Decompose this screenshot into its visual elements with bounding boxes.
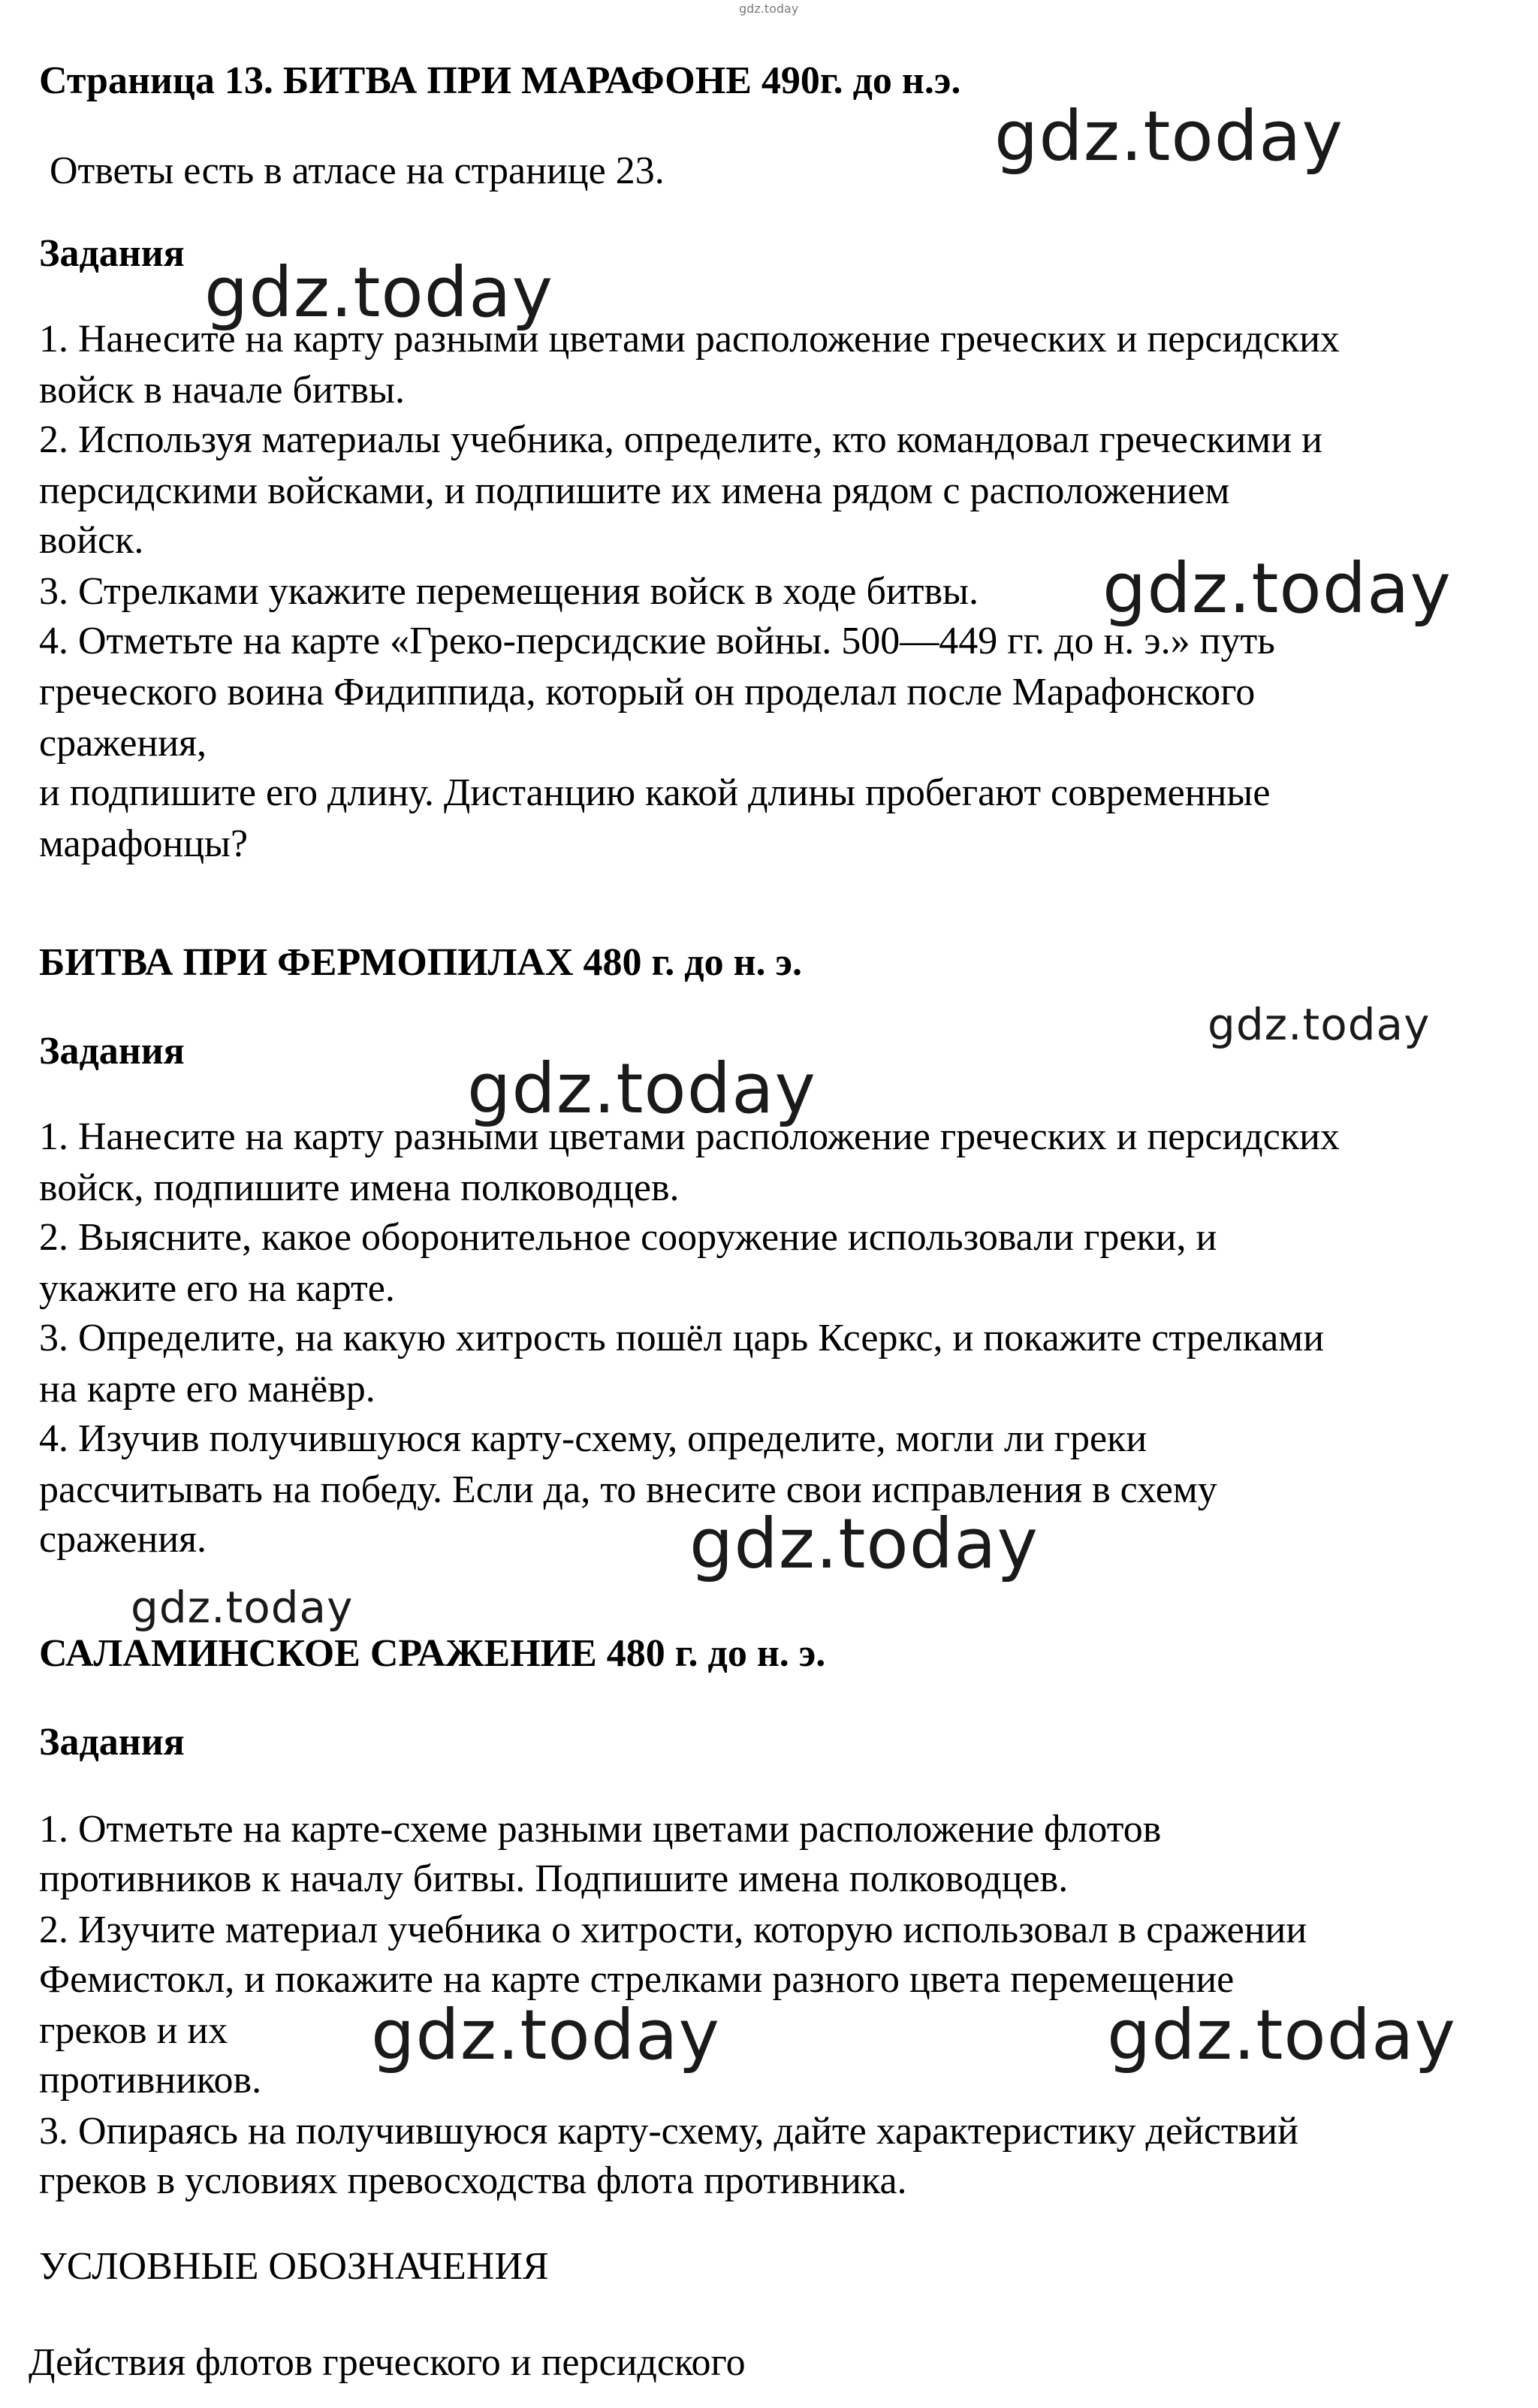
section1-line: персидскими войсками, и подпишите их имена рядом с расположением xyxy=(39,469,1230,512)
section1-line: марафонцы? xyxy=(39,822,249,865)
section2-tasks-heading: Задания xyxy=(39,1030,185,1073)
legend-heading: УСЛОВНЫЕ ОБОЗНАЧЕНИЯ xyxy=(39,2245,549,2288)
watermark: gdz.today xyxy=(467,1049,816,1129)
section1-line: 2. Используя материалы учебника, определите, кто командовал греческими и xyxy=(39,418,1322,461)
section2-line: рассчитывать на победу. Если да, то внесите свои исправления в схему xyxy=(39,1468,1217,1511)
section2-line: укажите его на карте. xyxy=(39,1267,395,1310)
section2-line: 2. Выясните, какое оборонительное сооружение использовали греки, и xyxy=(39,1216,1217,1259)
section1-line: 3. Стрелками укажите перемещения войск в ходе битвы. xyxy=(39,570,979,613)
watermark: gdz.today xyxy=(371,1995,720,2075)
section1-line: войск в начале битвы. xyxy=(39,369,405,412)
section3-tasks-heading: Задания xyxy=(39,1721,185,1764)
section2-line: 3. Определите, на какую хитрость пошёл царь Ксеркс, и покажите стрелками xyxy=(39,1317,1325,1359)
section3-line: 3. Опираясь на получившуюся карту-схему, дайте характеристику действий xyxy=(39,2110,1298,2153)
section1-tasks-heading: Задания xyxy=(39,232,185,275)
section3-line: 2. Изучите материал учебника о хитрости, которую использовал в сражении xyxy=(39,1909,1307,1951)
watermark: gdz.today xyxy=(204,252,553,333)
section3-title: САЛАМИНСКОЕ СРАЖЕНИЕ 480 г. до н. э. xyxy=(39,1632,826,1675)
section2-line: войск, подпишите имена полководцев. xyxy=(39,1166,680,1209)
legend-item: Действия флотов греческого и персидского xyxy=(29,2341,746,2384)
section2-line: на карте его манёвр. xyxy=(39,1368,375,1411)
watermark: gdz.today xyxy=(689,1504,1039,1584)
watermark: gdz.today xyxy=(131,1582,354,1633)
section1-line: войск. xyxy=(39,519,144,562)
section1-line: 1. Нанесите на карту разными цветами расположение греческих и персидских xyxy=(39,318,1340,361)
section1-line: греческого воина Фидиппида, который он проделал после Марафонского xyxy=(39,671,1256,714)
watermark: gdz.today xyxy=(1208,999,1431,1050)
section3-line: греков и их xyxy=(39,2009,228,2052)
section1-line: 4. Отметьте на карте «Греко-персидские войны. 500—449 гг. до н. э.» путь xyxy=(39,620,1275,662)
section2-line: 4. Изучив получившуюся карту-схему, определите, могли ли греки xyxy=(39,1417,1147,1460)
section1-title: Страница 13. БИТВА ПРИ МАРАФОНЕ 490г. до н.э. xyxy=(39,59,961,102)
section3-line: противников к началу битвы. Подпишите имена полководцев. xyxy=(39,1857,1069,1900)
watermark: gdz.today xyxy=(1102,548,1452,629)
section3-line: греков в условиях превосходства флота противника. xyxy=(39,2159,907,2202)
section2-line: 1. Нанесите на карту разными цветами расположение греческих и персидских xyxy=(39,1115,1340,1158)
watermark-tiny: gdz.today xyxy=(739,2,799,16)
section3-line: Фемистокл, и покажите на карте стрелками разного цвета перемещение xyxy=(39,1958,1235,2001)
section1-line: и подпишите его длину. Дистанцию какой длины пробегают современные xyxy=(39,771,1271,814)
section2-line: сражения. xyxy=(39,1518,207,1561)
section1-line: сражения, xyxy=(39,722,207,765)
atlas-note: Ответы есть в атласе на странице 23. xyxy=(50,149,665,192)
section3-line: 1. Отметьте на карте-схеме разными цветами расположение флотов xyxy=(39,1808,1162,1851)
watermark: gdz.today xyxy=(1107,1995,1456,2075)
section3-line: противников. xyxy=(39,2059,262,2102)
watermark: gdz.today xyxy=(994,96,1343,177)
section2-title: БИТВА ПРИ ФЕРМОПИЛАХ 480 г. до н. э. xyxy=(39,941,803,984)
